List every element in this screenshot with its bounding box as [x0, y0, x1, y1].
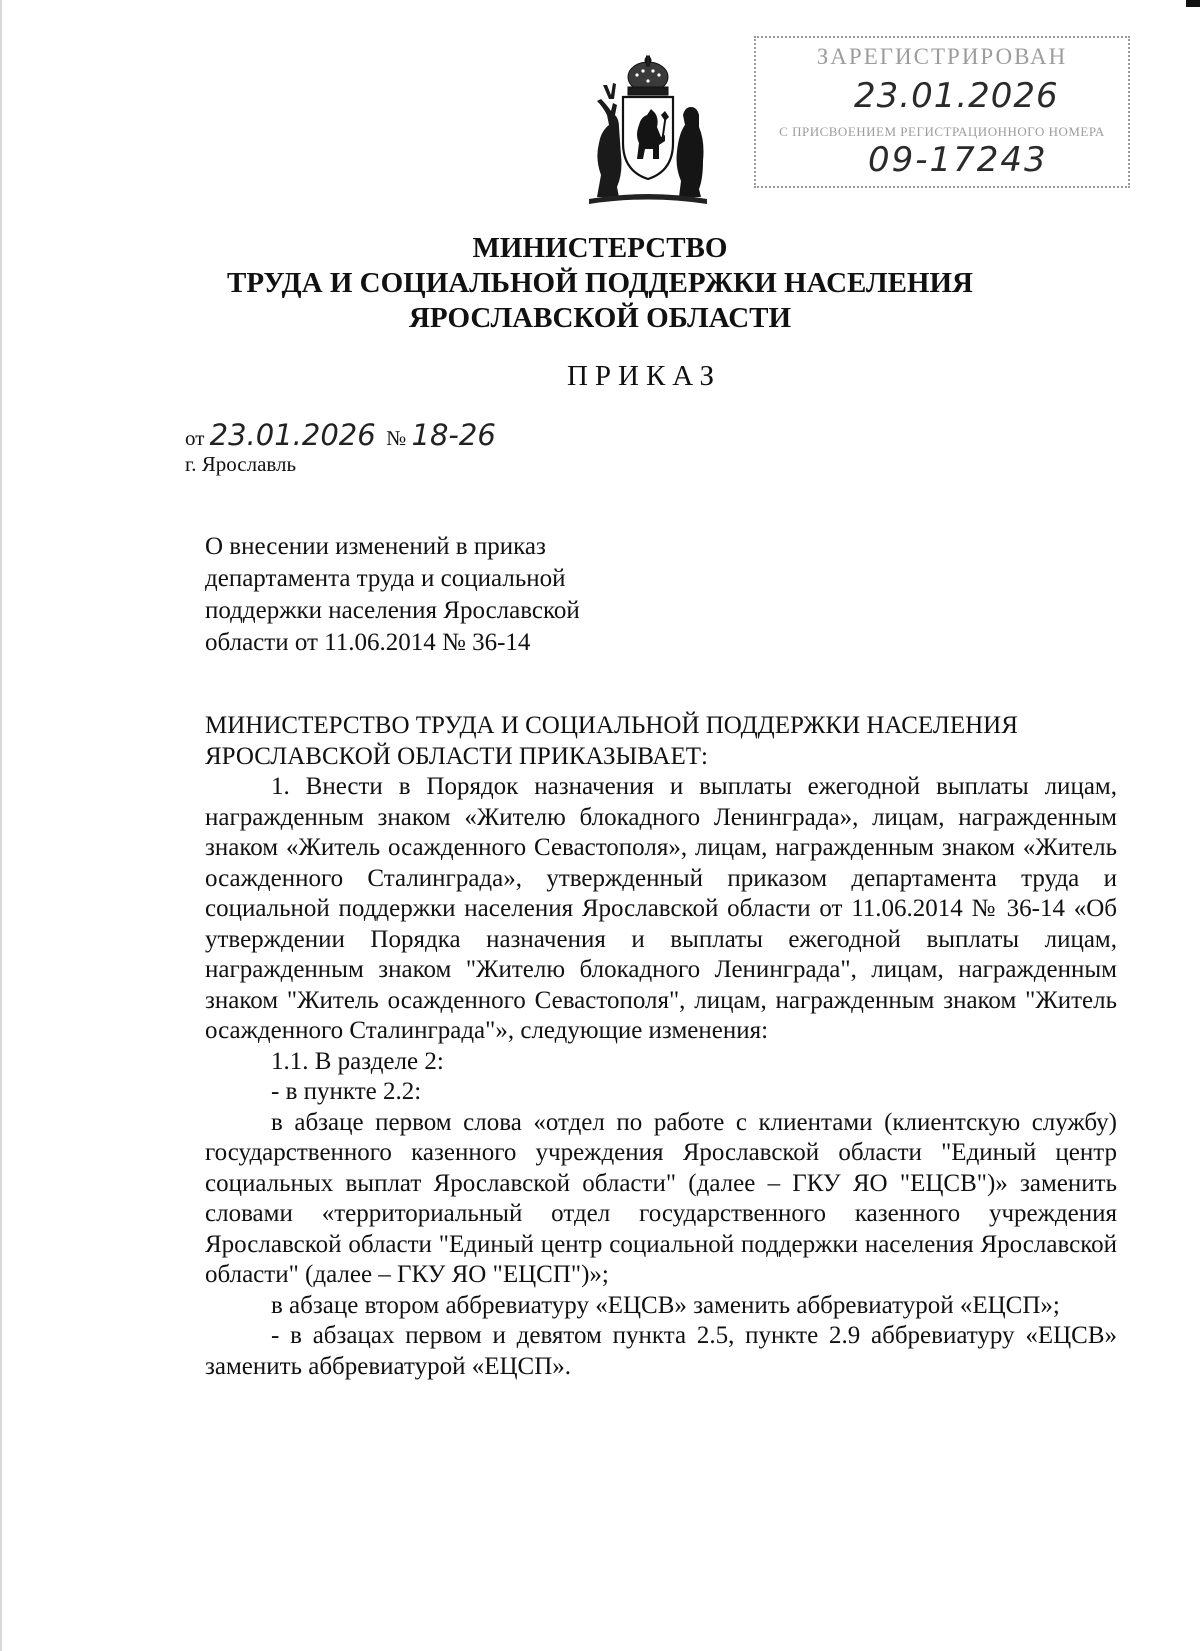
body-paragraph-1: 1. Внести в Порядок назначения и выплаты ежегодной выплаты лицам, награжденным знаком «Жителю блокадного Ленинграда», лицам, награжденным знаком «Житель осажденного Севастополя», лицам, награжденным знаком «Житель осажденного Сталинграда», утвержденный приказом департамента труда и социальной поддержки населения Ярославской области от 11.06.2014 № 36-14 «Об утверждении Порядка назначения и выплаты ежегодной выплаты лицам, награжденным знаком "Жителю блокадного Ленинграда", лицам, награжденным знаком "Житель осажденного Севастополя", лицам, награжденным знаком "Житель осажденного Сталинграда"», следующие изменения:	[205, 773, 1117, 1044]
subject-line: О внесении изменений в приказ	[205, 533, 546, 560]
scan-corner-mark	[1186, 0, 1200, 7]
stamp-subtitle: С ПРИСВОЕНИЕМ РЕГИСТРАЦИОННОГО НОМЕРА	[779, 124, 1105, 139]
body-paragraph-5: в абзаце втором аббревиатуру «ЕЦСВ» заменить аббревиатурой «ЕЦСП»;	[271, 1291, 1060, 1319]
order-city: г. Ярославль	[185, 452, 297, 476]
order-number-label: №	[386, 426, 407, 450]
stamp-title: ЗАРЕГИСТРИРОВАН	[816, 44, 1068, 69]
body-paragraph-3: - в пункте 2.2:	[271, 1078, 422, 1105]
body-preamble: МИНИСТЕРСТВО ТРУДА И СОЦИАЛЬНОЙ ПОДДЕРЖКИ НАСЕЛЕНИЯ ЯРОСЛАВСКОЙ ОБЛАСТИ ПРИКАЗЫВАЕТ:	[205, 712, 1018, 770]
subject-line: департамента труда и социальной	[205, 565, 566, 592]
order-subject	[205, 531, 725, 659]
order-number: 18-26	[411, 418, 496, 452]
registration-stamp	[754, 36, 1130, 188]
order-from-label: от	[185, 426, 205, 450]
subject-line: области от 11.06.2014 № 36-14	[205, 629, 531, 656]
order-body	[205, 711, 1117, 1382]
order-date-number	[185, 418, 496, 452]
body-paragraph-4: в абзаце первом слова «отдел по работе с клиентами (клиентскую службу) государственного казенного учреждения Ярославской области "Единый центр социальных выплат Ярославской области" (далее – ГКУ ЯО "ЕЦСВ")» заменить словами «территориальный отдел государственного казенного учреждения Ярославской области "Единый центр социальной поддержки населения Ярославской области" (далее – ГКУ ЯО "ЕЦСП")»;	[205, 1108, 1117, 1288]
stamp-date: 23.01.2026	[854, 76, 1059, 116]
coat-of-arms-icon	[579, 55, 717, 205]
subject-line: поддержки населения Ярославской	[205, 597, 580, 624]
document-type-title: ПРИКАЗ	[566, 360, 722, 392]
ministry-title-line-1: МИНИСТЕРСТВО	[472, 232, 728, 264]
order-date: 23.01.2026	[209, 418, 376, 452]
ministry-title-line-3: ЯРОСЛАВСКОЙ ОБЛАСТИ	[408, 302, 792, 334]
body-paragraph-2: 1.1. В разделе 2:	[271, 1047, 444, 1075]
stamp-registration-number: 09-17243	[868, 140, 1048, 180]
body-paragraph-6: - в абзацах первом и девятом пункта 2.5, пункте 2.9 аббревиатуру «ЕЦСВ» заменить аббревиатурой «ЕЦСП».	[205, 1322, 1117, 1380]
ministry-title-line-2: ТРУДА И СОЦИАЛЬНОЙ ПОДДЕРЖКИ НАСЕЛЕНИЯ	[227, 267, 973, 299]
